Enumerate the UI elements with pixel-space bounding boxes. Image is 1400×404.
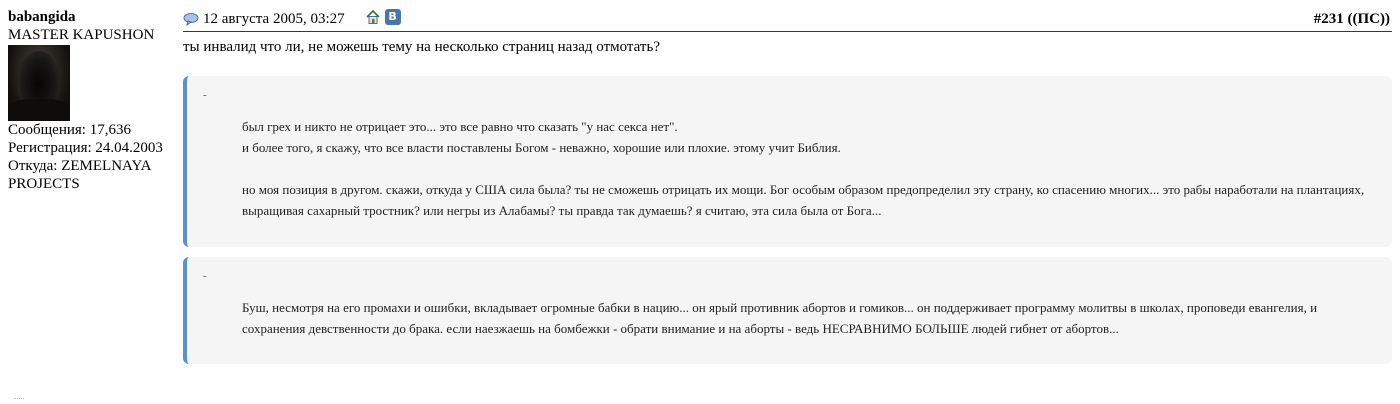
username-link[interactable]: babangida <box>8 9 76 25</box>
avatar-shoulders-shape <box>8 99 70 121</box>
quote-block <box>183 76 1392 247</box>
post-number-link[interactable]: #231 <box>1313 11 1344 27</box>
post-header <box>183 8 1392 32</box>
post-number-paren-close: ) <box>1385 11 1390 27</box>
quote-body <box>242 116 1372 221</box>
post-message: ты инвалид что ли, не можешь тему на несколько страниц назад отмотать? <box>183 39 660 55</box>
quote-block <box>183 257 1392 364</box>
vk-icon[interactable]: В <box>385 9 401 25</box>
quote-paragraph: Буш, несмотря на его промахи и ошибки, вкладывает огромные бабки в нацию... он ярый противник абортов и гомиков... он поддерживает программу молитвы в школах, проповеди евангелия, и сохранения девственности до брака. если наезжаешь на бомбежки - обрати внимание и на аборты - ведь НЕСРАВНИМО БОЛЬШЕ людей гибнет от абортов... <box>242 300 1318 336</box>
quote-author: - <box>203 270 207 282</box>
post-date: 12 августа 2005, 03:27 <box>203 11 345 27</box>
post-icon <box>183 12 199 26</box>
post-number-suffix[interactable]: (ПС) <box>1352 11 1385 27</box>
quote-body <box>242 297 1372 339</box>
user-title: MASTER KAPUSHON <box>8 27 155 43</box>
user-location: Откуда: ZEMELNAYA PROJECTS <box>8 158 151 192</box>
post-number-paren-open: ( <box>1347 11 1353 27</box>
home-icon[interactable] <box>365 9 381 25</box>
quote-paragraph-gap <box>242 158 1372 179</box>
quote-paragraph: но моя позиция в другом. скажи, откуда у США сила была? ты не сможешь отрицать их мощи. Бог особым образом предопределил эту страну, ко спасению многих... это рабы наработали на плантациях, выращивая сахарный тростник? или негры из Алабамы? ты правда так думаешь? я считаю, эта сила была от Бога... <box>242 182 1365 218</box>
quote-author: - <box>203 89 207 101</box>
user-registration: Регистрация: 24.04.2003 <box>8 140 163 156</box>
user-panel <box>8 8 178 193</box>
avatar[interactable] <box>8 45 70 121</box>
post-number[interactable] <box>1314 9 1390 29</box>
quote-paragraph: был грех и никто не отрицает это... это все равно что сказать "у нас секса нет". <box>242 119 678 134</box>
user-post-count: Сообщения: 17,636 <box>8 122 131 138</box>
post <box>183 8 1392 364</box>
quote-paragraph: и более того, я скажу, что все власти поставлены Богом - неважно, хорошие или плохие. этому учит Библия. <box>242 140 841 155</box>
footer-divider <box>14 398 24 400</box>
